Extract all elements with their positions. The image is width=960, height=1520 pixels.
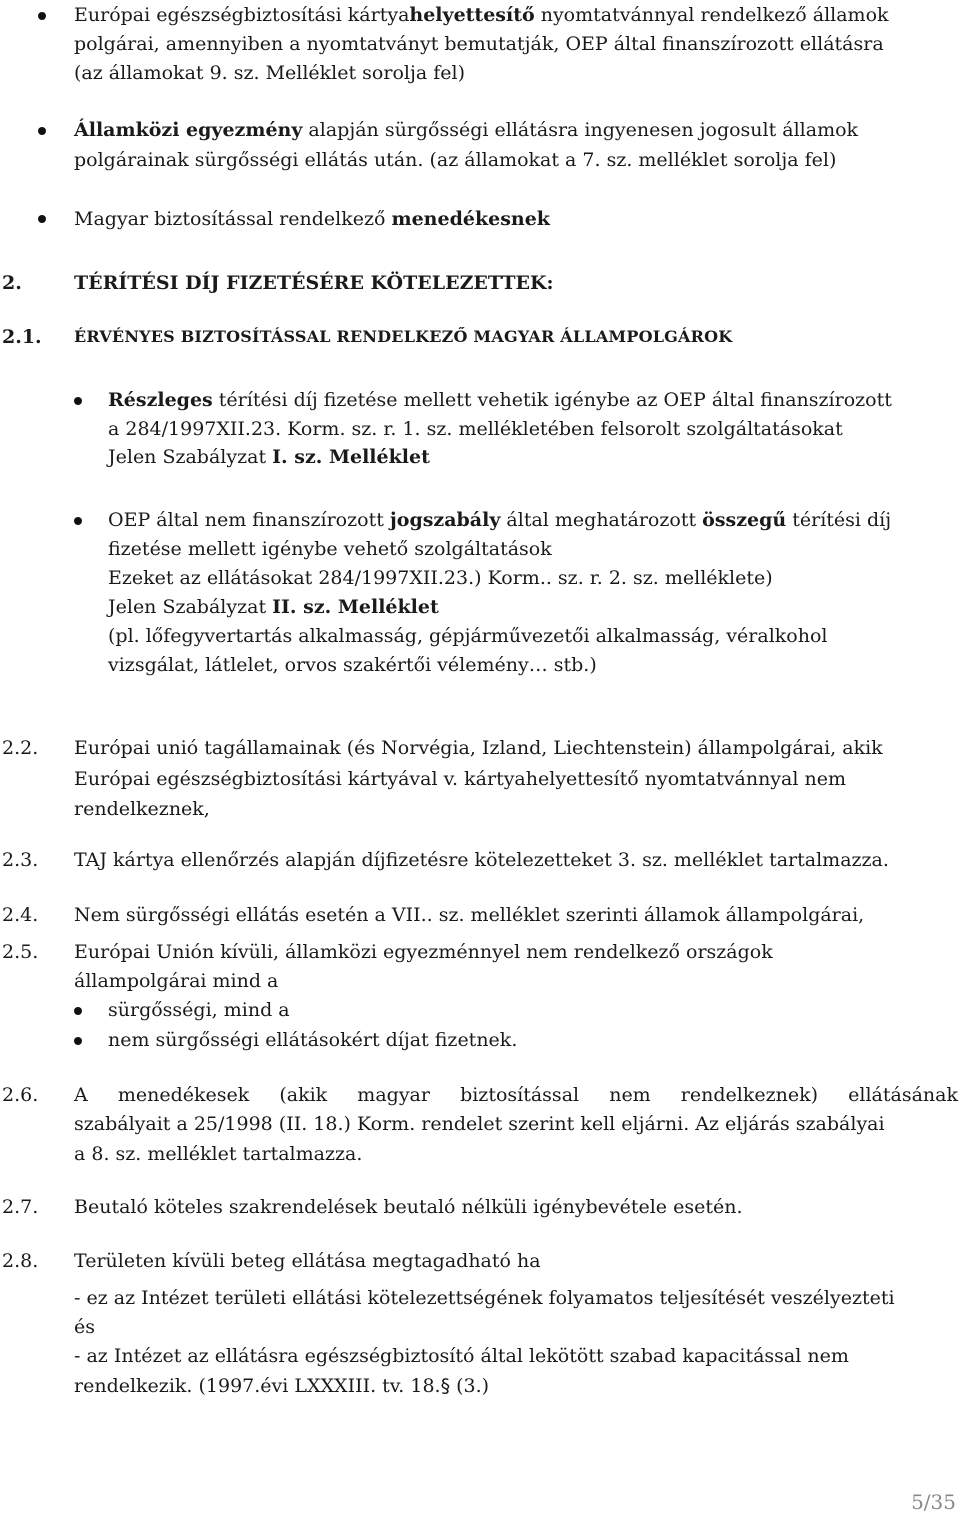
text-line: A menedékesek (akik magyar biztosítással nem rendelkeznek) ellátásának <box>74 1084 958 1106</box>
section-title: TÉRÍTÉSI DÍJ FIZETÉSÉRE KÖTELEZETTEK: <box>74 272 554 294</box>
item-number: 2.5. <box>2 941 39 963</box>
text-line: TAJ kártya ellenőrzés alapján díjfizetésre kötelezetteket 3. sz. melléklet tartalmazza. <box>74 849 889 871</box>
text-line: Európai Unión kívüli, államközi egyezménnyel nem rendelkező országok <box>74 941 773 963</box>
text-line: Magyar biztosítással rendelkező menedékesnek <box>74 208 550 230</box>
section-number: 2. <box>2 272 22 294</box>
text-line: Beutaló köteles szakrendelések beutaló nélküli igénybevétele esetén. <box>74 1196 743 1218</box>
text-line: a 284/1997XII.23. Korm. sz. r. 1. sz. mellékletében felsorolt szolgáltatásokat <box>108 418 843 440</box>
text-line: Európai egészségbiztosítási kártyahelyettesítő nyomtatvánnyal rendelkező államok <box>74 4 889 26</box>
bullet-icon <box>74 517 82 525</box>
item-number: 2.6. <box>2 1084 39 1106</box>
item-number: 2.8. <box>2 1250 39 1272</box>
text-line: OEP által nem finanszírozott jogszabály által meghatározott összegű térítési díj <box>108 509 892 531</box>
item-number: 2.7. <box>2 1196 39 1218</box>
text-line: nem sürgősségi ellátásokért díjat fizetnek. <box>108 1029 518 1051</box>
text-line: sürgősségi, mind a <box>108 999 290 1021</box>
text-line: szabályait a 25/1998 (II. 18.) Korm. rendelet szerint kell eljárni. Az eljárás szabályai <box>74 1113 885 1135</box>
section-sign: § <box>440 1375 451 1397</box>
text-line: Részleges térítési díj fizetése mellett vehetik igénybe az OEP által finanszírozott <box>108 389 892 411</box>
text-line: (pl. lőfegyvertartás alkalmasság, gépjárművezetői alkalmasság, véralkohol <box>108 625 828 647</box>
text-line: és <box>74 1316 95 1338</box>
subsection-title: ÉRVÉNYES BIZTOSÍTÁSSAL RENDELKEZŐ MAGYAR ÁLLAMPOLGÁROK <box>74 327 733 346</box>
bullet-icon <box>74 1037 82 1045</box>
text-line: Jelen Szabályzat I. sz. Melléklet <box>108 446 430 468</box>
text-line: Területen kívüli beteg ellátása megtagadható ha <box>74 1250 541 1272</box>
text-line: Jelen Szabályzat II. sz. Melléklet <box>108 596 439 618</box>
text-line: polgárainak sürgősségi ellátás után. (az államokat a 7. sz. melléklet sorolja fel) <box>74 149 837 171</box>
text-line: Ezeket az ellátásokat 284/1997XII.23.) Korm.. sz. r. 2. sz. melléklete) <box>108 567 773 589</box>
text-line: a 8. sz. melléklet tartalmazza. <box>74 1143 363 1165</box>
bullet-icon <box>74 397 82 405</box>
text-line: állampolgárai mind a <box>74 970 279 992</box>
text-line: Államközi egyezmény alapján sürgősségi ellátásra ingyenesen jogosult államok <box>74 119 859 141</box>
text-line: Európai egészségbiztosítási kártyával v. kártyahelyettesítő nyomtatvánnyal nem <box>74 768 846 790</box>
text-line: fizetése mellett igénybe vehető szolgáltatások <box>108 538 552 560</box>
text-line: Nem sürgősségi ellátás esetén a VII.. sz. melléklet szerinti államok állampolgárai, <box>74 904 865 926</box>
bullet-icon <box>38 215 46 223</box>
text-line: Európai unió tagállamainak (és Norvégia, Izland, Liechtenstein) állampolgárai, akik <box>74 737 883 759</box>
bullet-icon <box>38 12 46 20</box>
text-line: polgárai, amennyiben a nyomtatványt bemutatják, OEP által finanszírozott ellátásra <box>74 33 884 55</box>
item-number: 2.2. <box>2 737 39 759</box>
bullet-icon <box>38 127 46 135</box>
subsection-number: 2.1. <box>2 326 42 348</box>
item-number: 2.3. <box>2 849 39 871</box>
page-number: 5/35 <box>911 1490 956 1514</box>
text-line: - ez az Intézet területi ellátási kötelezettségének folyamatos teljesítését veszélyezteti <box>74 1287 895 1309</box>
text-line: vizsgálat, látlelet, orvos szakértői vélemény… stb.) <box>108 654 597 676</box>
text-line: rendelkezik. (1997.évi LXXXIII. tv. 18.§ (3.) <box>74 1375 490 1397</box>
text-line: (az államokat 9. sz. Melléklet sorolja fel) <box>74 62 465 84</box>
text-line: rendelkeznek, <box>74 798 210 820</box>
item-number: 2.4. <box>2 904 39 926</box>
text-line: - az Intézet az ellátásra egészségbiztosító által lekötött szabad kapacitással nem <box>74 1345 849 1367</box>
bullet-icon <box>74 1007 82 1015</box>
